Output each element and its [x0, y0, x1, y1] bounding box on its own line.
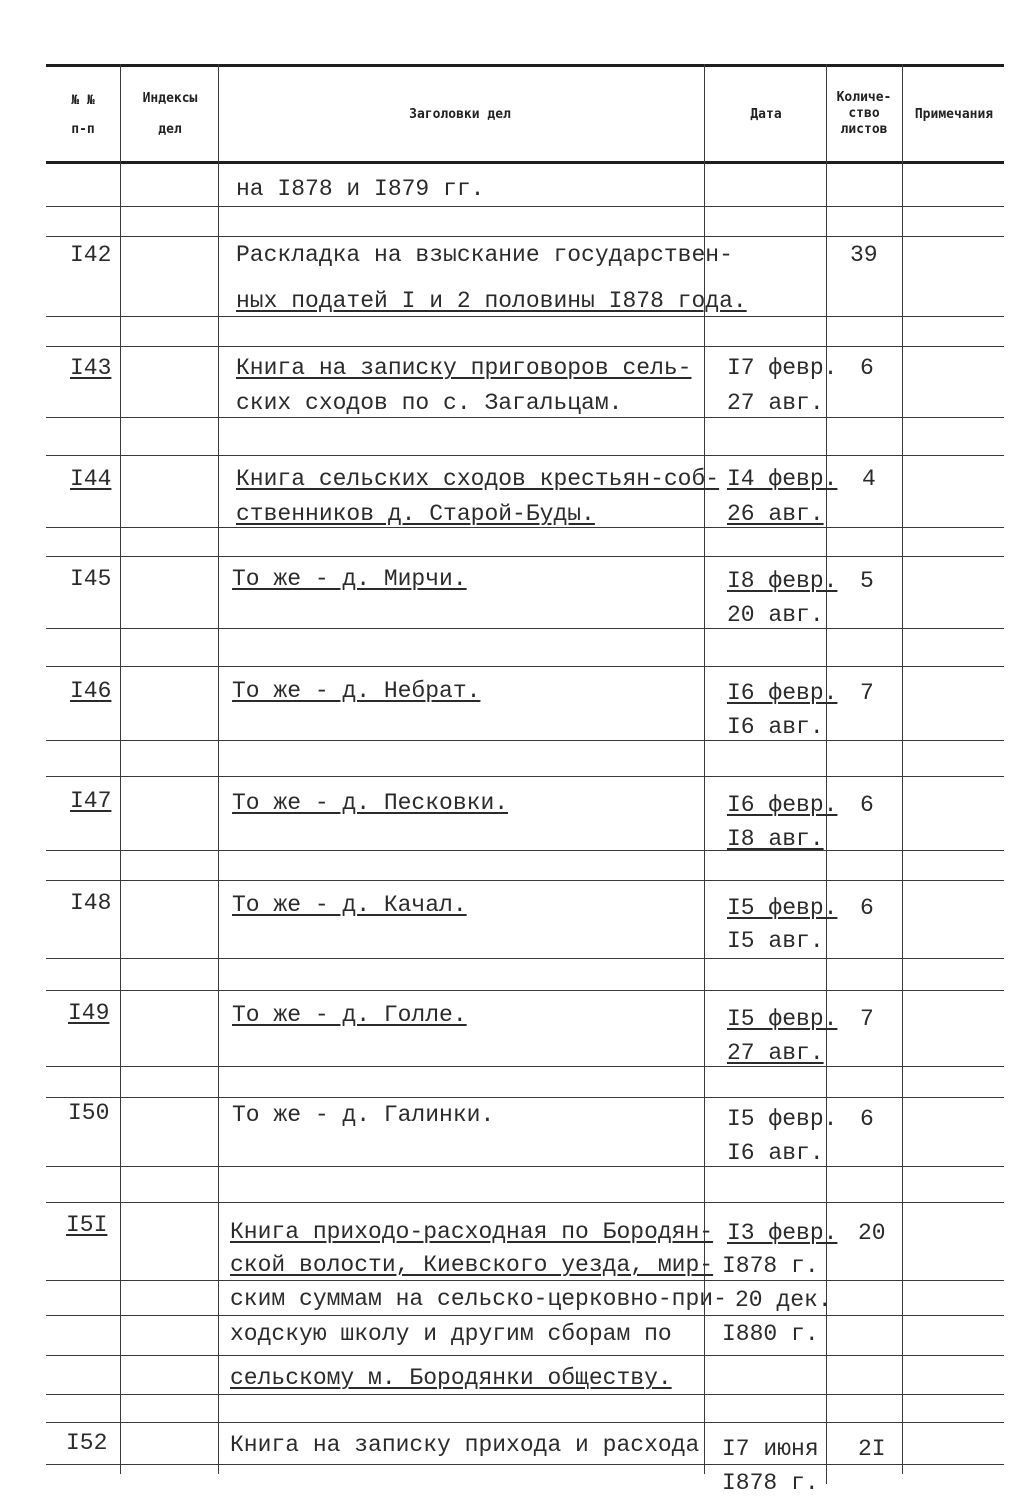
entry-title-line: То же - д. Песковки.: [232, 790, 509, 816]
ruled-line: [46, 1464, 1004, 1465]
entry-title-line: То же - д. Голле.: [232, 1002, 467, 1028]
entry-sheet-count: 6: [860, 355, 874, 381]
ruled-line: [46, 1355, 1004, 1356]
entry-title-line: Книга сельских сходов крестьян-соб-: [236, 466, 720, 492]
ruled-line: [46, 1422, 1004, 1423]
header-title: Заголовки дел: [409, 107, 511, 122]
entry-sheet-count: 39: [850, 242, 878, 268]
entry-date: I7 июня: [722, 1436, 819, 1462]
entry-date: I878 г.: [722, 1253, 819, 1279]
entry-number: I52: [66, 1430, 108, 1456]
ruled-line: [46, 236, 1004, 237]
ruled-line: [46, 417, 1004, 418]
entry-sheet-count: 6: [860, 792, 874, 818]
entry-number: I47: [70, 788, 112, 814]
entry-date: I878 г.: [722, 1470, 819, 1496]
entry-title-line: сельскому м. Бородянки обществу.: [230, 1365, 672, 1391]
header-notes: Примечания: [914, 107, 994, 122]
column-divider: [826, 64, 827, 1484]
ruled-line: [46, 740, 1004, 741]
column-divider: [120, 64, 121, 1474]
entry-title-line: на I878 и I879 гг.: [236, 176, 485, 202]
header-index-line: дел: [158, 122, 182, 137]
entry-number: I5I: [66, 1212, 108, 1238]
entry-date: I5 авг.: [727, 928, 824, 954]
entry-date: I6 авг.: [727, 1140, 824, 1166]
entry-date: I5 февр.: [727, 1106, 838, 1132]
ruled-line: [46, 1280, 1004, 1281]
entry-date: I8 авг.: [727, 826, 824, 852]
column-divider: [902, 64, 903, 1474]
ruled-line: [46, 958, 1004, 959]
entry-sheet-count: 2I: [858, 1436, 886, 1462]
header-count-line: Количе-: [836, 90, 892, 105]
entry-sheet-count: 20: [858, 1220, 886, 1246]
entry-sheet-count: 5: [860, 568, 874, 594]
header-index: [124, 90, 216, 138]
header-count-line: ство: [848, 106, 880, 121]
ruled-line: [46, 666, 1004, 667]
entry-number: I43: [70, 355, 112, 381]
ruled-line: [46, 1202, 1004, 1203]
ruled-line: [46, 1394, 1004, 1395]
header-count: [828, 90, 900, 138]
ruled-line: [46, 880, 1004, 881]
table-top-rule: [46, 64, 1004, 67]
column-divider: [218, 64, 219, 1474]
entry-title-line: Книга на записку прихода и расхода: [230, 1432, 700, 1458]
entry-title-line: ходскую школу и другим сборам по: [230, 1321, 672, 1347]
entry-number: I42: [70, 242, 112, 268]
entry-title-line: То же - д. Качал.: [232, 892, 467, 918]
ruled-line: [46, 206, 1004, 207]
entry-title-line: То же - д. Мирчи.: [232, 566, 467, 592]
entry-date: 27 авг.: [727, 390, 824, 416]
entry-date: I6 февр.: [727, 792, 838, 818]
entry-sheet-count: 6: [860, 895, 874, 921]
entry-title-line: ственников д. Старой-Буды.: [236, 501, 595, 527]
ruled-line: [46, 1315, 1004, 1316]
header-number: [48, 92, 118, 138]
ruled-line: [46, 346, 1004, 347]
entry-sheet-count: 4: [862, 466, 876, 492]
entry-title-line: ским суммам на сельско-церковно-при-: [230, 1286, 727, 1312]
entry-sheet-count: 7: [860, 1006, 874, 1032]
entry-date: 26 авг.: [727, 501, 824, 527]
entry-title-line: Раскладка на взыскание государствен-: [236, 242, 733, 268]
header-number-line: п-п: [71, 122, 95, 137]
ruled-line: [46, 1166, 1004, 1167]
entry-date: I7 февр.: [727, 355, 838, 381]
entry-date: I3 февр.: [727, 1220, 838, 1246]
entry-number: I46: [70, 678, 112, 704]
entry-date: I880 г.: [722, 1321, 819, 1347]
entry-sheet-count: 6: [860, 1106, 874, 1132]
ruled-line: [46, 990, 1004, 991]
entry-date: I6 февр.: [727, 680, 838, 706]
ruled-line: [46, 556, 1004, 557]
entry-number: I44: [70, 466, 112, 492]
entry-title-line: Книга приходо-расходная по Бородян-: [230, 1219, 714, 1245]
entry-sheet-count: 7: [860, 680, 874, 706]
header-date: Дата: [750, 107, 782, 122]
ruled-line: [46, 1097, 1004, 1098]
ruled-line: [46, 850, 1004, 851]
header-index-line: Индексы: [142, 91, 198, 106]
entry-title-line: Книга на записку приговоров сель-: [236, 355, 692, 381]
ruled-line: [46, 1066, 1004, 1067]
header-number-line: № №: [71, 93, 95, 108]
entry-title-line: ской волости, Киевского уезда, мир-: [230, 1252, 714, 1278]
ruled-line: [46, 455, 1004, 456]
ruled-line: [46, 316, 1004, 317]
entry-date: I5 февр.: [727, 895, 838, 921]
entry-date: I8 февр.: [727, 568, 838, 594]
entry-title-line: То же - д. Галинки.: [232, 1102, 495, 1128]
entry-number: I49: [68, 1000, 110, 1026]
entry-date: 20 авг.: [727, 602, 824, 628]
entry-number: I48: [70, 890, 112, 916]
entry-title-line: ских сходов по с. Загальцам.: [236, 390, 623, 416]
entry-title-line: ных податей I и 2 половины I878 года.: [236, 288, 747, 314]
entry-number: I50: [68, 1100, 110, 1126]
entry-date: 20 дек.: [735, 1287, 832, 1313]
entry-number: I45: [70, 566, 112, 592]
header-bottom-rule: [46, 161, 1004, 164]
header-count-line: листов: [840, 122, 888, 137]
ruled-line: [46, 776, 1004, 777]
entry-date: I6 авг.: [727, 714, 824, 740]
ruled-line: [46, 628, 1004, 629]
entry-date: I4 февр.: [727, 466, 838, 492]
entry-title-line: То же - д. Небрат.: [232, 678, 481, 704]
entry-date: 27 авг.: [727, 1040, 824, 1066]
ruled-line: [46, 527, 1004, 528]
entry-date: I5 февр.: [727, 1006, 838, 1032]
